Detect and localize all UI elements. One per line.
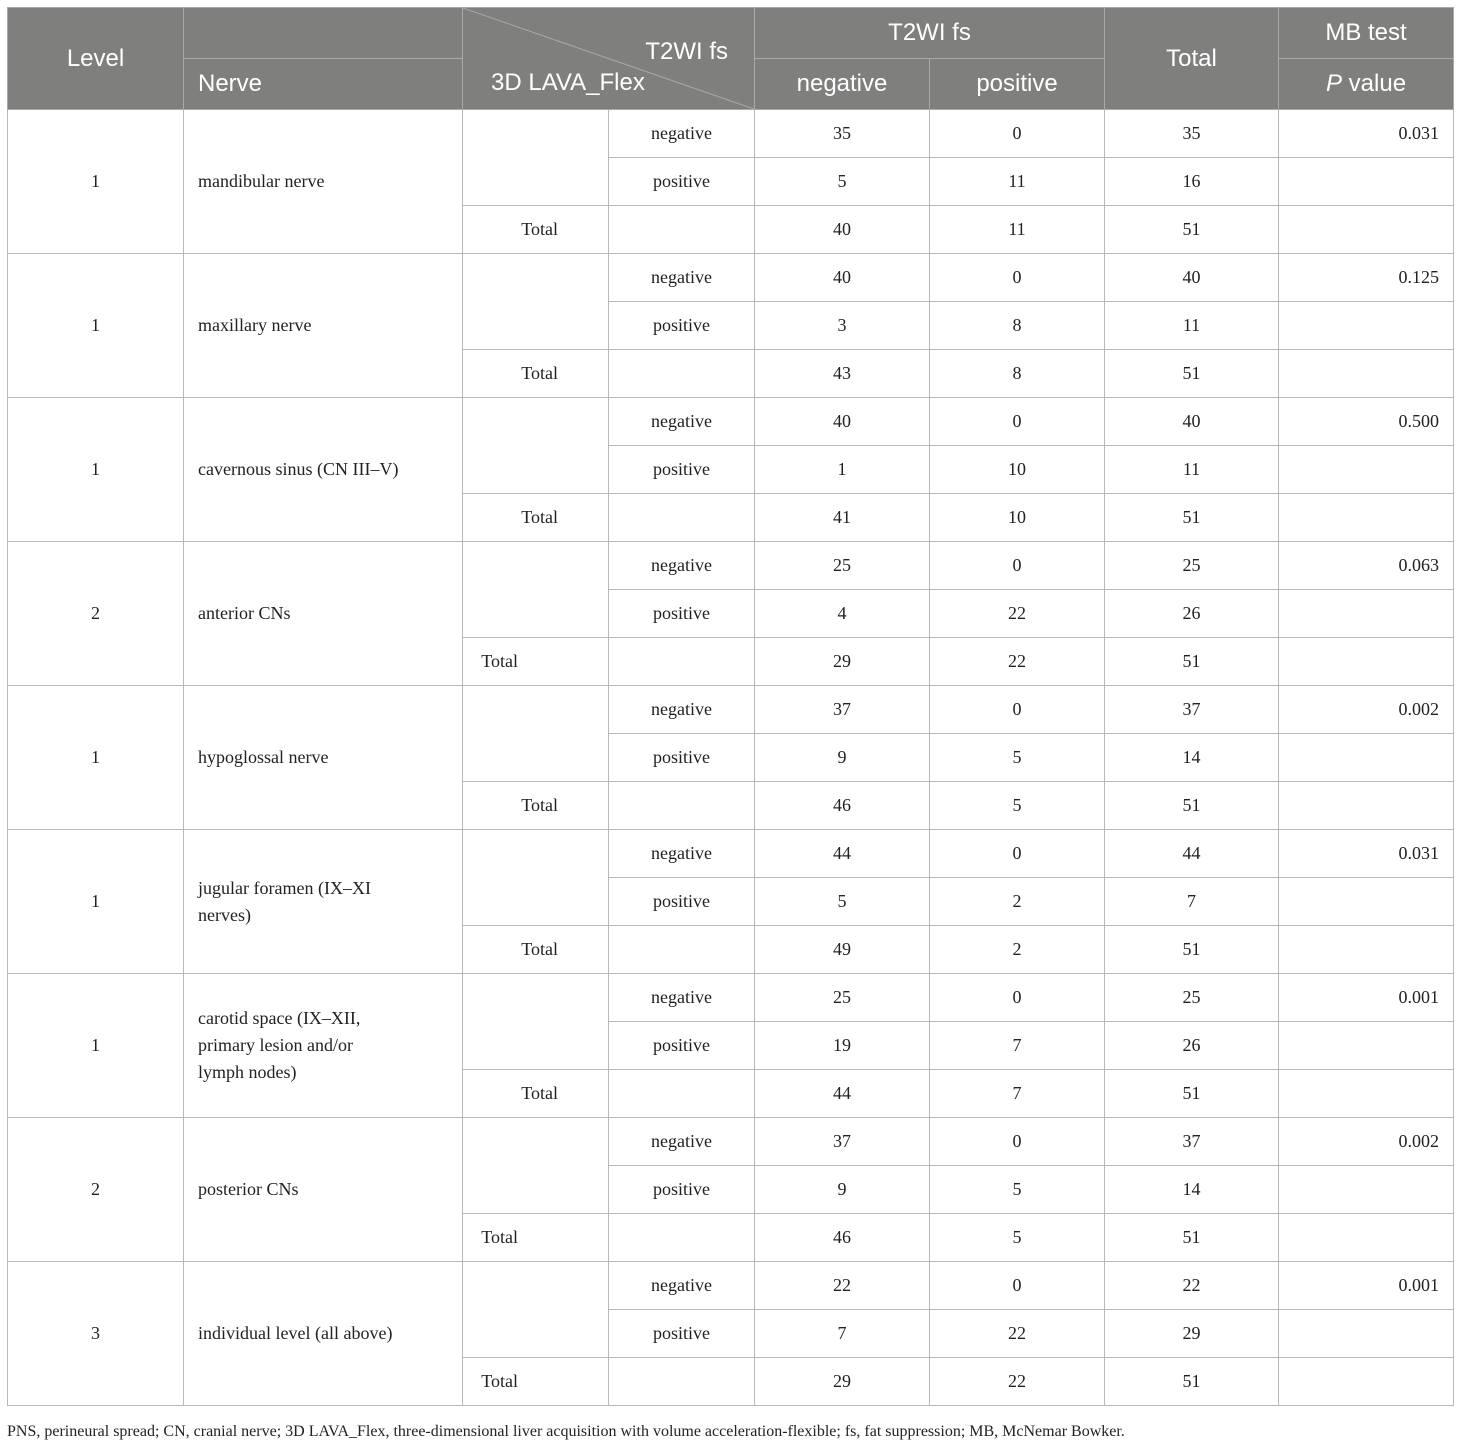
lava-group-cell bbox=[463, 110, 609, 206]
count-cell: 0 bbox=[930, 1262, 1105, 1310]
count-cell: 22 bbox=[755, 1262, 930, 1310]
row-total-cell: 25 bbox=[1105, 974, 1279, 1022]
nerve-cell: individual level (all above) bbox=[184, 1262, 463, 1406]
count-cell: 5 bbox=[755, 878, 930, 926]
lava-negative-label: negative bbox=[609, 1118, 755, 1166]
count-cell: 37 bbox=[755, 1118, 930, 1166]
count-cell: 22 bbox=[930, 638, 1105, 686]
lava-group-cell bbox=[463, 974, 609, 1070]
count-cell: 40 bbox=[755, 254, 930, 302]
p-value-empty bbox=[1279, 926, 1454, 974]
header-nerve-top bbox=[184, 8, 463, 59]
p-value-empty bbox=[1279, 158, 1454, 206]
count-cell: 46 bbox=[755, 782, 930, 830]
table-row bbox=[8, 398, 1454, 446]
level-cell: 3 bbox=[8, 1262, 184, 1406]
count-cell: 22 bbox=[930, 590, 1105, 638]
header-negative: negative bbox=[755, 59, 930, 110]
p-value-empty bbox=[1279, 590, 1454, 638]
lava-positive-label: positive bbox=[609, 158, 755, 206]
row-total-cell: 26 bbox=[1105, 590, 1279, 638]
row-total-cell: 51 bbox=[1105, 1214, 1279, 1262]
contingency-table bbox=[7, 7, 1454, 1406]
lava-group-cell bbox=[463, 1262, 609, 1358]
row-total-cell: 22 bbox=[1105, 1262, 1279, 1310]
p-value-empty bbox=[1279, 1214, 1454, 1262]
count-cell: 46 bbox=[755, 1214, 930, 1262]
p-value-cell: 0.063 bbox=[1279, 542, 1454, 590]
count-cell: 7 bbox=[755, 1310, 930, 1358]
row-total-cell: 51 bbox=[1105, 1358, 1279, 1406]
lava-negative-label: negative bbox=[609, 542, 755, 590]
p-value-cell: 0.031 bbox=[1279, 830, 1454, 878]
count-cell: 3 bbox=[755, 302, 930, 350]
p-value-empty bbox=[1279, 734, 1454, 782]
total-label: Total bbox=[463, 1070, 609, 1118]
p-value-empty bbox=[1279, 1022, 1454, 1070]
total-label: Total bbox=[463, 350, 609, 398]
count-cell: 0 bbox=[930, 686, 1105, 734]
lava-positive-label: positive bbox=[609, 302, 755, 350]
total-label: Total bbox=[463, 494, 609, 542]
header-level: Level bbox=[8, 8, 184, 110]
row-total-cell: 14 bbox=[1105, 734, 1279, 782]
count-cell: 1 bbox=[755, 446, 930, 494]
count-cell: 0 bbox=[930, 1118, 1105, 1166]
row-total-cell: 29 bbox=[1105, 1310, 1279, 1358]
row-total-cell: 35 bbox=[1105, 110, 1279, 158]
table-row bbox=[8, 686, 1454, 734]
count-cell: 22 bbox=[930, 1310, 1105, 1358]
nerve-cell: jugular foramen (IX–XI nerves) bbox=[184, 830, 463, 974]
row-total-cell: 25 bbox=[1105, 542, 1279, 590]
header-diagonal-top-label: T2WI fs bbox=[645, 38, 728, 65]
count-cell: 8 bbox=[930, 350, 1105, 398]
empty-cell bbox=[609, 494, 755, 542]
count-cell: 9 bbox=[755, 1166, 930, 1214]
row-total-cell: 16 bbox=[1105, 158, 1279, 206]
p-value-cell: 0.125 bbox=[1279, 254, 1454, 302]
row-total-cell: 11 bbox=[1105, 446, 1279, 494]
lava-negative-label: negative bbox=[609, 974, 755, 1022]
p-value-empty bbox=[1279, 1310, 1454, 1358]
table-row bbox=[8, 1262, 1454, 1310]
p-value-empty bbox=[1279, 302, 1454, 350]
count-cell: 43 bbox=[755, 350, 930, 398]
lava-positive-label: positive bbox=[609, 878, 755, 926]
header-nerve: Nerve bbox=[184, 59, 463, 110]
p-value-empty bbox=[1279, 878, 1454, 926]
empty-cell bbox=[609, 638, 755, 686]
table-row bbox=[8, 974, 1454, 1022]
level-cell: 1 bbox=[8, 254, 184, 398]
header-p-letter: P bbox=[1325, 70, 1342, 97]
row-total-cell: 14 bbox=[1105, 1166, 1279, 1214]
lava-negative-label: negative bbox=[609, 1262, 755, 1310]
lava-positive-label: positive bbox=[609, 1022, 755, 1070]
nerve-cell: maxillary nerve bbox=[184, 254, 463, 398]
lava-group-cell bbox=[463, 686, 609, 782]
count-cell: 11 bbox=[930, 206, 1105, 254]
empty-cell bbox=[609, 350, 755, 398]
count-cell: 2 bbox=[930, 878, 1105, 926]
count-cell: 40 bbox=[755, 206, 930, 254]
row-total-cell: 51 bbox=[1105, 494, 1279, 542]
count-cell: 35 bbox=[755, 110, 930, 158]
lava-group-cell bbox=[463, 398, 609, 494]
total-label: Total bbox=[463, 638, 609, 686]
count-cell: 0 bbox=[930, 974, 1105, 1022]
row-total-cell: 40 bbox=[1105, 398, 1279, 446]
count-cell: 9 bbox=[755, 734, 930, 782]
count-cell: 0 bbox=[930, 110, 1105, 158]
lava-negative-label: negative bbox=[609, 830, 755, 878]
lava-positive-label: positive bbox=[609, 734, 755, 782]
count-cell: 29 bbox=[755, 1358, 930, 1406]
nerve-cell: mandibular nerve bbox=[184, 110, 463, 254]
count-cell: 5 bbox=[930, 782, 1105, 830]
nerve-cell: anterior CNs bbox=[184, 542, 463, 686]
nerve-cell: posterior CNs bbox=[184, 1118, 463, 1262]
empty-cell bbox=[609, 782, 755, 830]
table-row bbox=[8, 110, 1454, 158]
count-cell: 40 bbox=[755, 398, 930, 446]
lava-group-cell bbox=[463, 830, 609, 926]
header-positive: positive bbox=[930, 59, 1105, 110]
count-cell: 5 bbox=[930, 1214, 1105, 1262]
lava-group-cell bbox=[463, 1118, 609, 1214]
empty-cell bbox=[609, 206, 755, 254]
count-cell: 5 bbox=[930, 1166, 1105, 1214]
header-diagonal-bottom-label: 3D LAVA_Flex bbox=[491, 69, 645, 96]
row-total-cell: 51 bbox=[1105, 782, 1279, 830]
count-cell: 7 bbox=[930, 1070, 1105, 1118]
nerve-cell: carotid space (IX–XII, primary lesion and/or lymph nodes) bbox=[184, 974, 463, 1118]
row-total-cell: 11 bbox=[1105, 302, 1279, 350]
table-header bbox=[8, 8, 1454, 110]
row-total-cell: 40 bbox=[1105, 254, 1279, 302]
row-total-cell: 51 bbox=[1105, 1070, 1279, 1118]
count-cell: 49 bbox=[755, 926, 930, 974]
row-total-cell: 51 bbox=[1105, 206, 1279, 254]
empty-cell bbox=[609, 1070, 755, 1118]
empty-cell bbox=[609, 1214, 755, 1262]
count-cell: 0 bbox=[930, 398, 1105, 446]
header-p-suffix: value bbox=[1342, 70, 1407, 97]
level-cell: 1 bbox=[8, 686, 184, 830]
p-value-cell: 0.002 bbox=[1279, 686, 1454, 734]
empty-cell bbox=[609, 926, 755, 974]
row-total-cell: 44 bbox=[1105, 830, 1279, 878]
table-row bbox=[8, 1118, 1454, 1166]
level-cell: 1 bbox=[8, 830, 184, 974]
lava-positive-label: positive bbox=[609, 1310, 755, 1358]
header-p-value bbox=[1279, 59, 1454, 110]
total-label: Total bbox=[463, 926, 609, 974]
header-t2wi-group: T2WI fs bbox=[755, 8, 1105, 59]
header-mb-test: MB test bbox=[1279, 8, 1454, 59]
level-cell: 1 bbox=[8, 974, 184, 1118]
level-cell: 1 bbox=[8, 110, 184, 254]
count-cell: 5 bbox=[930, 734, 1105, 782]
table-row bbox=[8, 830, 1454, 878]
count-cell: 2 bbox=[930, 926, 1105, 974]
count-cell: 25 bbox=[755, 974, 930, 1022]
row-total-cell: 37 bbox=[1105, 686, 1279, 734]
count-cell: 10 bbox=[930, 446, 1105, 494]
empty-cell bbox=[609, 1358, 755, 1406]
count-cell: 0 bbox=[930, 542, 1105, 590]
count-cell: 0 bbox=[930, 830, 1105, 878]
p-value-empty bbox=[1279, 1358, 1454, 1406]
lava-negative-label: negative bbox=[609, 110, 755, 158]
p-value-cell: 0.031 bbox=[1279, 110, 1454, 158]
count-cell: 22 bbox=[930, 1358, 1105, 1406]
p-value-cell: 0.001 bbox=[1279, 974, 1454, 1022]
row-total-cell: 51 bbox=[1105, 926, 1279, 974]
level-cell: 1 bbox=[8, 398, 184, 542]
p-value-empty bbox=[1279, 782, 1454, 830]
count-cell: 7 bbox=[930, 1022, 1105, 1070]
count-cell: 5 bbox=[755, 158, 930, 206]
header-total: Total bbox=[1105, 8, 1279, 110]
row-total-cell: 26 bbox=[1105, 1022, 1279, 1070]
count-cell: 19 bbox=[755, 1022, 930, 1070]
table-footnote: PNS, perineural spread; CN, cranial nerve; 3D LAVA_Flex, three-dimensional liver acquisition with volume acceleration-flexible; fs, fat suppression; MB, McNemar Bowker. bbox=[7, 1423, 1125, 1440]
total-label: Total bbox=[463, 206, 609, 254]
count-cell: 10 bbox=[930, 494, 1105, 542]
p-value-empty bbox=[1279, 494, 1454, 542]
count-cell: 44 bbox=[755, 1070, 930, 1118]
p-value-empty bbox=[1279, 638, 1454, 686]
count-cell: 11 bbox=[930, 158, 1105, 206]
lava-positive-label: positive bbox=[609, 590, 755, 638]
total-label: Total bbox=[463, 1358, 609, 1406]
row-total-cell: 51 bbox=[1105, 638, 1279, 686]
lava-negative-label: negative bbox=[609, 686, 755, 734]
count-cell: 4 bbox=[755, 590, 930, 638]
count-cell: 37 bbox=[755, 686, 930, 734]
p-value-cell: 0.002 bbox=[1279, 1118, 1454, 1166]
p-value-cell: 0.500 bbox=[1279, 398, 1454, 446]
nerve-cell: hypoglossal nerve bbox=[184, 686, 463, 830]
count-cell: 44 bbox=[755, 830, 930, 878]
lava-positive-label: positive bbox=[609, 1166, 755, 1214]
p-value-empty bbox=[1279, 206, 1454, 254]
p-value-empty bbox=[1279, 1166, 1454, 1214]
count-cell: 41 bbox=[755, 494, 930, 542]
lava-negative-label: negative bbox=[609, 398, 755, 446]
total-label: Total bbox=[463, 1214, 609, 1262]
count-cell: 25 bbox=[755, 542, 930, 590]
table-row bbox=[8, 542, 1454, 590]
row-total-cell: 7 bbox=[1105, 878, 1279, 926]
level-cell: 2 bbox=[8, 542, 184, 686]
lava-positive-label: positive bbox=[609, 446, 755, 494]
lava-group-cell bbox=[463, 542, 609, 638]
count-cell: 8 bbox=[930, 302, 1105, 350]
row-total-cell: 51 bbox=[1105, 350, 1279, 398]
table-body bbox=[8, 110, 1454, 1406]
p-value-empty bbox=[1279, 350, 1454, 398]
level-cell: 2 bbox=[8, 1118, 184, 1262]
header-diagonal-cell bbox=[463, 8, 755, 110]
p-value-cell: 0.001 bbox=[1279, 1262, 1454, 1310]
total-label: Total bbox=[463, 782, 609, 830]
p-value-empty bbox=[1279, 1070, 1454, 1118]
lava-group-cell bbox=[463, 254, 609, 350]
nerve-cell: cavernous sinus (CN III–V) bbox=[184, 398, 463, 542]
table-row bbox=[8, 254, 1454, 302]
count-cell: 0 bbox=[930, 254, 1105, 302]
p-value-empty bbox=[1279, 446, 1454, 494]
lava-negative-label: negative bbox=[609, 254, 755, 302]
row-total-cell: 37 bbox=[1105, 1118, 1279, 1166]
count-cell: 29 bbox=[755, 638, 930, 686]
